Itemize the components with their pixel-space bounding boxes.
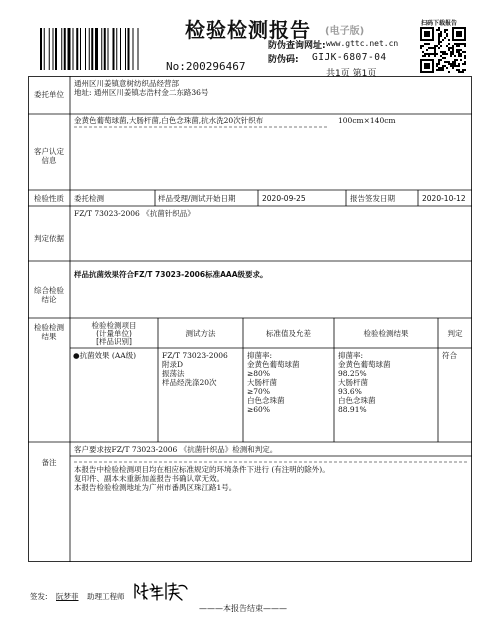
result-line: 98.25% — [338, 369, 367, 378]
sample-size: 100cm×140cm — [338, 116, 396, 125]
report-table — [28, 76, 472, 562]
standard-line: 大肠杆菌 — [247, 378, 277, 387]
received-date: 2020-09-25 — [262, 194, 306, 203]
received-date-label: 样品受理/测试开始日期 — [158, 194, 236, 203]
report-end-marker: ———本报告结束——— — [199, 604, 287, 613]
remark-line: 复印件、副本未重新加盖报告书确认章无效。 — [74, 474, 224, 483]
col-verdict: 判定 — [447, 329, 463, 338]
sign-label: 签发: — [30, 592, 48, 601]
client-address: 地址: 通州区川姜镇志浩村金二东路36号 — [74, 88, 209, 97]
barcode — [40, 28, 165, 70]
customer-requirement: 客户要求按FZ/T 73023-2006 《抗菌针织品》检测和判定。 — [74, 445, 278, 454]
report-number: No:200296467 — [166, 60, 246, 73]
signer-title: 助理工程师 — [87, 592, 125, 601]
method-line: 振荡法 — [162, 369, 185, 378]
result-item: ●抗菌效果 (AA级) — [73, 351, 137, 360]
remarks-label: 备注 — [41, 458, 57, 467]
anticounterfeit-code: GIJK-6807-04 — [312, 52, 387, 63]
query-url-label: 防伪查询网址: — [268, 41, 326, 51]
conclusion-label: 综合检验结论 — [34, 286, 64, 304]
standard-line: 白色念珠菌 — [247, 396, 285, 405]
result-line: 金黄色葡萄球菌 — [338, 360, 391, 369]
edition-tag: (电子版) — [325, 26, 365, 37]
results-label: 检验检测结果 — [34, 323, 64, 341]
result-line: 93.6% — [338, 387, 362, 396]
report-title: 检验检测报告 — [185, 18, 311, 42]
result-line: 88.91% — [338, 405, 367, 414]
issued-date-label: 报告签发日期 — [350, 194, 395, 203]
col-result: 检验检测结果 — [363, 329, 409, 338]
issued-date: 2020-10-12 — [422, 194, 466, 203]
remark-line: 本报告中检验检测项目均在相应标准规定的环境条件下进行 (有注明的除外)。 — [74, 465, 330, 474]
page-count: 共1页 第1页 — [326, 69, 377, 79]
result-line: 抑菌率: — [338, 351, 364, 360]
col-item-sample: [样品识别] — [96, 337, 132, 346]
method-line: 附录D — [162, 360, 184, 369]
qr-code-icon[interactable] — [420, 27, 466, 73]
client-name: 通州区川姜镇意树纺织品经营部 — [74, 79, 179, 88]
result-line: 白色念珠菌 — [338, 396, 376, 405]
method-line: FZ/T 73023-2006 — [162, 351, 228, 360]
sample-description: 金黄色葡萄球菌,大肠杆菌,白色念珠菌,抗水洗20次针织布 — [74, 116, 264, 125]
standard-line: ≥70% — [247, 387, 270, 396]
handwritten-signature — [132, 580, 190, 602]
standard-line: ≥80% — [247, 369, 270, 378]
standard-line: 金黄色葡萄球菌 — [247, 360, 300, 369]
standard-line: 抑菌率: — [247, 351, 273, 360]
result-verdict: 符合 — [442, 351, 457, 360]
inspection-nature: 委托检测 — [74, 194, 104, 203]
basis-label: 判定依据 — [34, 234, 64, 243]
sample-label: 客户认定信息 — [34, 147, 64, 165]
result-values — [338, 351, 391, 414]
result-standard — [247, 351, 300, 414]
inspection-nature-label: 检验性质 — [34, 194, 64, 203]
method-line: 样品经洗涤20次 — [162, 378, 217, 387]
anticounterfeit-code-label: 防伪码: — [268, 55, 299, 65]
client-label: 委托单位 — [34, 90, 64, 99]
qr-caption: 扫码下载报告 — [421, 20, 458, 27]
result-method — [162, 351, 228, 387]
col-item-name: 检验检测项目 — [91, 321, 137, 330]
standard-line: ≥60% — [247, 405, 270, 414]
col-method: 测试方法 — [185, 329, 216, 338]
remark-line: 本报告检验检测地址为广州市番禺区珠江路1号。 — [74, 483, 237, 492]
result-line: 大肠杆菌 — [338, 378, 368, 387]
basis-value: FZ/T 73023-2006 《抗菌针织品》 — [74, 209, 195, 218]
query-url[interactable]: www.gttc.net.cn — [326, 39, 399, 48]
col-item-unit: (计量单位) — [96, 329, 132, 338]
signer-name: 阮梦菲 — [56, 592, 79, 601]
col-standard: 标准值及允差 — [266, 329, 311, 338]
conclusion-value: 样品抗菌效果符合FZ/T 73023-2006标准AAA级要求。 — [74, 270, 268, 279]
